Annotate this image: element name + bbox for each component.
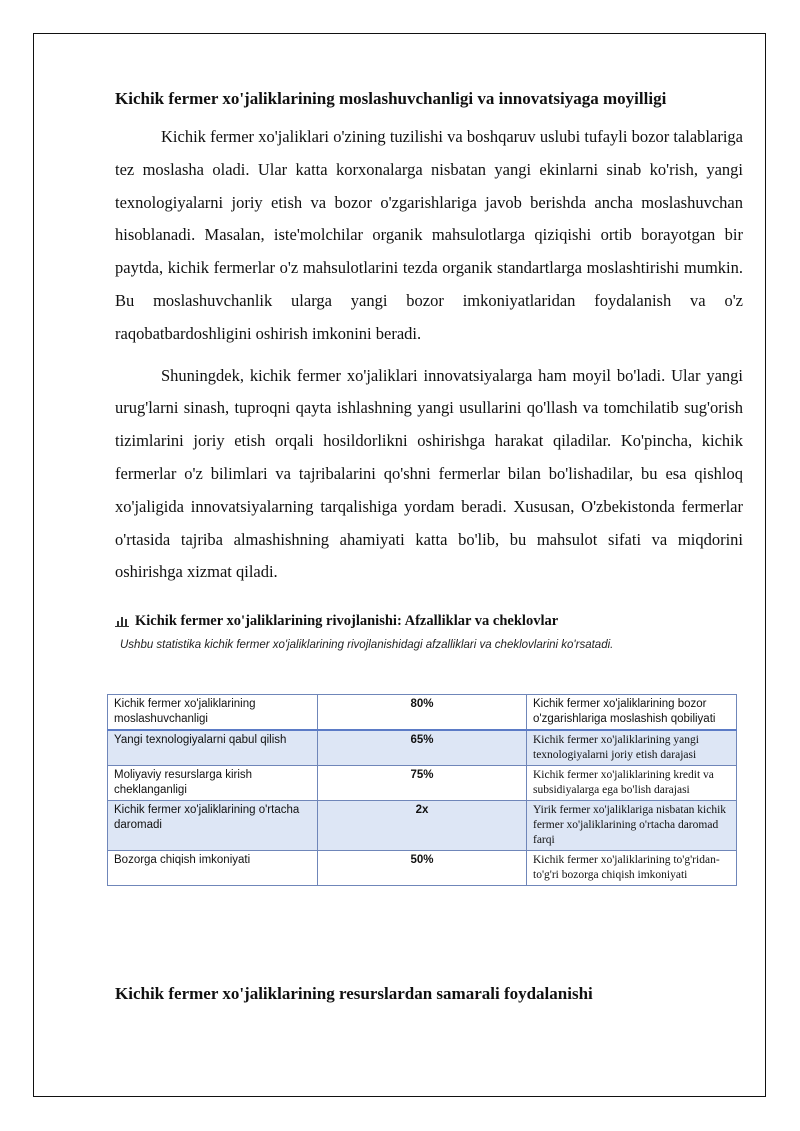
table-row: [108, 695, 737, 731]
row-value: 80%: [318, 695, 527, 731]
row-description: Yirik fermer xo'jaliklariga nisbatan kichik fermer xo'jaliklarining o'rtacha daromad farqi: [527, 801, 737, 851]
paragraph: Shuningdek, kichik fermer xo'jaliklari innovatsiyalarga ham moyil bo'ladi. Ular yangi urug'larni sinash, tuproqni qayta ishlashning yangi usullarini qo'llash va tomchilatib sug'orish tizimlarini joriy etish orqali hosildorlikni oshirishga harakat qiladilar. Ko'pincha, kichik fermerlar o'z bilimlari va tajribalarini qo'shni fermerlar bilan bo'lishadilar, bu esa qishloq xo'jaligida innovatsiyalarning tarqalishiga yordam beradi. Xususan, O'zbekistonda fermerlar o'rtasida tajriba almashishning ahamiyati katta bo'lib, bu mahsulot sifati va miqdorini oshirishga xizmat qiladi.: [115, 365, 743, 582]
row-label: Bozorga chiqish imkoniyati: [108, 851, 318, 886]
row-label: Yangi texnologiyalarni qabul qilish: [108, 730, 318, 766]
paragraph: Kichik fermer xo'jaliklari o'zining tuzilishi va boshqaruv uslubi tufayli bozor talablariga tez moslasha oladi. Ular katta korxonalarga nisbatan yangi ekinlarni sinab ko'rish, yangi texnologiyalarni joriy etish va bozor o'zgarishlariga javob berishda ancha moslashuvchan hisoblanadi. Masalan, iste'molchilar organik mahsulotlarga qiziqishi ortib borayotgan bir paytda, kichik fermerlar o'z mahsulotlarini tezda organik standartlarga moslashtirishi mumkin. Bu moslashuvchanlik ularga yangi bozor imkoniyatlaridan foydalanish va o'z raqobatbardoshligini oshirish imkonini beradi.: [115, 127, 743, 343]
row-label: Kichik fermer xo'jaliklarining moslashuvchanligi: [108, 695, 318, 731]
document-body: [115, 85, 743, 653]
table-row: [108, 801, 737, 851]
table-row: [108, 730, 737, 766]
stats-title-text: Kichik fermer xo'jaliklarining rivojlanishi: Afzalliklar va cheklovlar: [135, 613, 559, 630]
row-label: Kichik fermer xo'jaliklarining o'rtacha daromadi: [108, 801, 318, 851]
stats-table: [107, 694, 737, 886]
row-value: 2x: [318, 801, 527, 851]
stats-title: [115, 611, 743, 631]
bar-chart-icon: [115, 615, 129, 627]
table-row: [108, 766, 737, 801]
row-description: Kichik fermer xo'jaliklarining yangi texnologiyalarni joriy etish darajasi: [527, 730, 737, 766]
row-label: Moliyaviy resurslarga kirish cheklanganligi: [108, 766, 318, 801]
row-description: Kichik fermer xo'jaliklarining bozor o'zgarishlariga moslashish qobiliyati: [527, 695, 737, 731]
table-row: [108, 851, 737, 886]
section-heading: Kichik fermer xo'jaliklarining resurslardan samarali foydalanishi: [115, 984, 593, 1003]
row-description: Kichik fermer xo'jaliklarining to'g'ridan-to'g'ri bozorga chiqish imkoniyati: [527, 851, 737, 886]
stats-note: Ushbu statistika kichik fermer xo'jaliklarining rivojlanishidagi afzalliklari va cheklovlarini ko'rsatadi.: [120, 639, 614, 652]
row-description: Kichik fermer xo'jaliklarining kredit va subsidiyalarga ega bo'lish darajasi: [527, 766, 737, 801]
section-heading: Kichik fermer xo'jaliklarining moslashuvchanligi va innovatsiyaga moyilligi: [115, 89, 667, 108]
row-value: 65%: [318, 730, 527, 766]
row-value: 75%: [318, 766, 527, 801]
row-value: 50%: [318, 851, 527, 886]
